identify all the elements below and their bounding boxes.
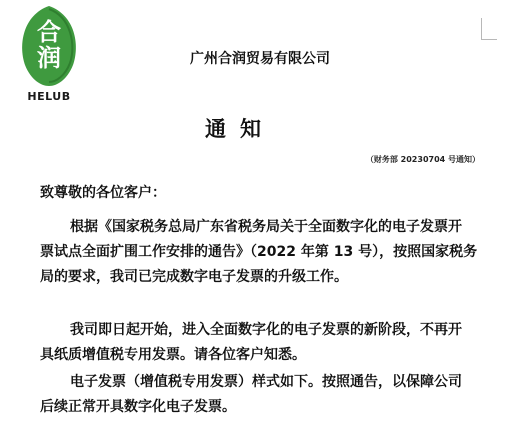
notice-doc-number: （财务部 20230704 号通知） [365,155,480,164]
paragraph-line: 局的要求，我司已完成数字电子发票的升级工作。 [40,269,348,285]
paragraph-line: 电子发票（增值税专用发票）样式如下。按照通告，以保障公司 [70,374,462,390]
paragraph-line: 根据《国家税务总局广东省税务局关于全面数字化的电子发票开 [70,219,462,235]
paragraph-line: 后续正常开具数字化电子发票。 [40,399,236,415]
notice-title: 通知 [205,116,275,141]
company-name: 广州合润贸易有限公司 [190,51,330,67]
paragraph-1 [40,215,496,290]
paragraph-3 [40,370,496,420]
logo-brand-text: HELUB [27,90,71,103]
company-logo [13,5,85,105]
paragraph-2 [40,318,496,368]
paragraph-line: 票试点全面扩围工作安排的通告》（2022 年第 13 号），按照国家税务 [40,244,478,260]
logo-char-run: 润 [37,44,61,72]
paragraph-line: 我司即日起开始，进入全面数字化的电子发票的新阶段，不再开 [70,322,462,338]
paragraph-line: 具纸质增值税专用发票。请各位客户知悉。 [40,347,306,363]
logo-char-he: 合 [37,18,61,46]
crop-mark-icon [481,18,497,40]
salutation: 致尊敬的各位客户： [40,185,166,201]
